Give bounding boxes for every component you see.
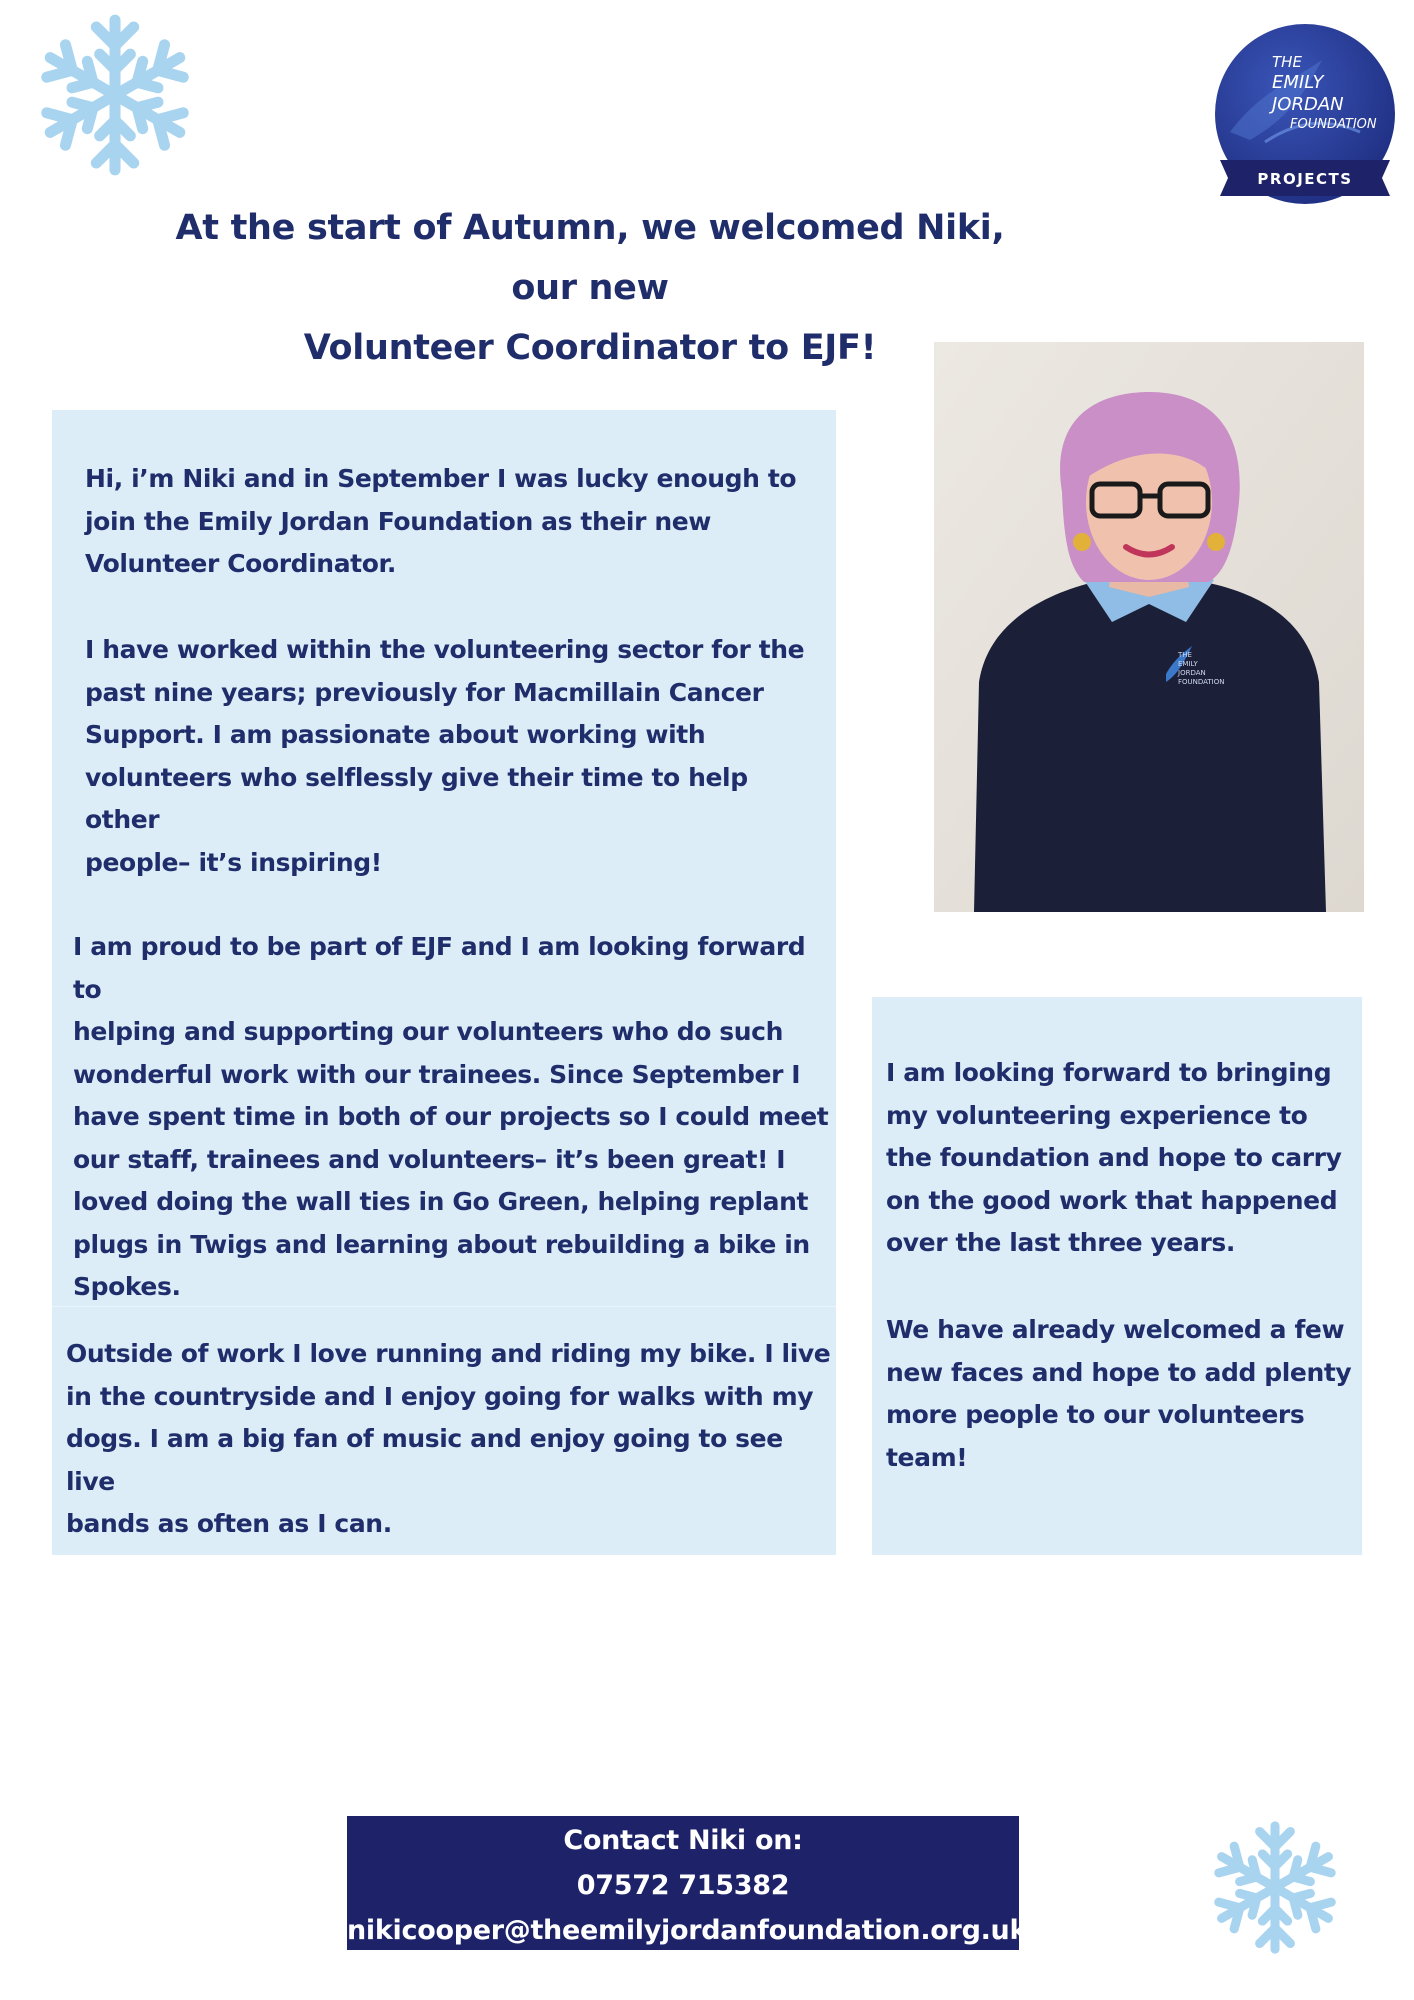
contact-heading: Contact Niki on: (563, 1825, 803, 1856)
logo-text-jordan: JORDAN (1272, 94, 1344, 115)
portrait-illustration (934, 342, 1364, 912)
experience-paragraph: I have worked within the volunteering sector for the past nine years; previously for Macmillain Cancer Support. I am passionate about working with volunteers who selflessly give their time to help other people– it’s inspiring! (85, 635, 805, 877)
sweater (974, 582, 1326, 912)
page-title-line-1: At the start of Autumn, we welcomed Niki, our new (175, 208, 1005, 308)
logo-text-foundation: FOUNDATION (1290, 117, 1377, 132)
logo-text-emily: EMILY (1272, 72, 1324, 93)
page-title (160, 198, 1020, 378)
portrait-photo (934, 342, 1364, 912)
logo-banner-text: PROJECTS (1257, 170, 1353, 188)
shirt-logo-jordan: JORDAN (1178, 669, 1206, 677)
foundation-logo (1210, 22, 1400, 212)
page-title-line-2: Volunteer Coordinator to EJF! (303, 328, 877, 368)
looking-forward-paragraph: I am looking forward to bringing my volunteering experience to the foundation and hope to carry on the good work that happened over the last three years. (886, 1058, 1342, 1257)
shirt-logo-foundation: FOUNDATION (1178, 678, 1225, 686)
hobbies-paragraph: Outside of work I love running and riding my bike. I live in the countryside and I enjoy going for walks with my dogs. I am a big fan of music and enjoy going to see live bands as often as I can. (66, 1339, 831, 1538)
logo-text-the: THE (1272, 53, 1302, 71)
shirt-logo-the: THE (1178, 651, 1192, 659)
shirt-logo-emily: EMILY (1178, 660, 1198, 668)
contact-email[interactable]: nikicooper@theemilyjordanfoundation.org.uk (347, 1915, 1028, 1946)
contact-box (347, 1816, 1028, 1950)
snowflake-icon (30, 0, 200, 190)
contact-phone[interactable]: 07572 715382 (576, 1870, 790, 1901)
projects-paragraph: I am proud to be part of EJF and I am looking forward to helping and supporting our volunteers who do such wonderful work with our trainees. Since September I have spent time in both of our projects so I could meet our staff, trainees and volunteers– it’s been great! I loved doing the wall ties in Go Green, helping replant plugs in Twigs and learning about rebuilding a bike in Spokes. (73, 932, 829, 1301)
welcome-paragraph: We have already welcomed a few new faces and hope to add plenty more people to our volunteers team! (886, 1315, 1352, 1472)
intro-paragraph: Hi, i’m Niki and in September I was lucky enough to join the Emily Jordan Foundation as their new Volunteer Coordinator. (85, 464, 797, 578)
snowflake-icon (1205, 1810, 1345, 1965)
